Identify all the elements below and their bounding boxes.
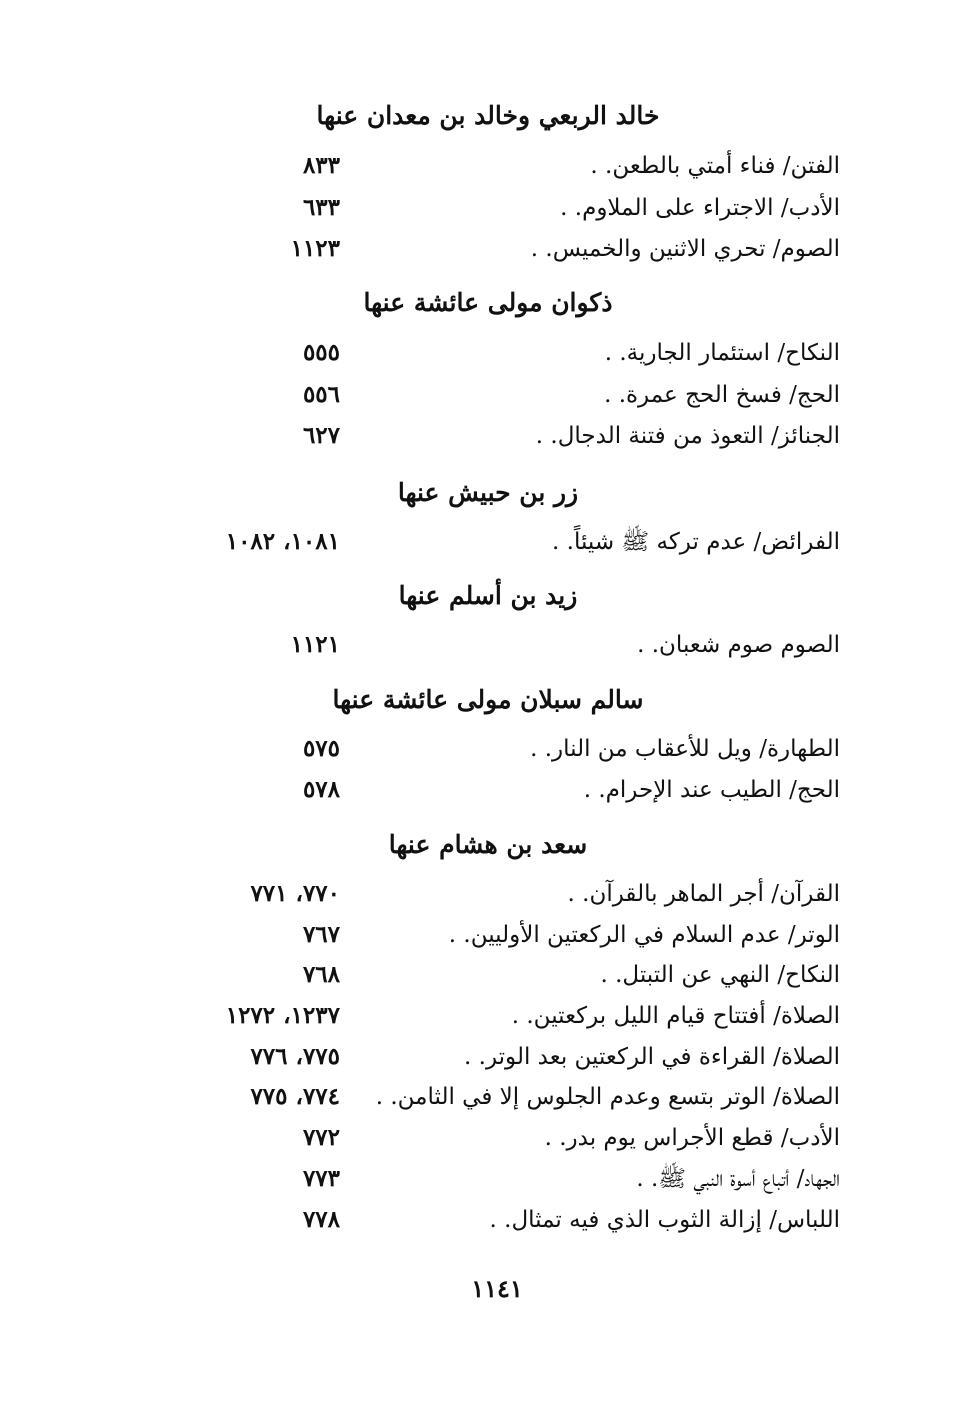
entry-text: الفتن/ فناء أمتي بالطعن. .: [590, 153, 840, 179]
entry-refs: ٧٧٨: [302, 1206, 340, 1233]
list-item: [150, 377, 850, 413]
entry-refs: ١٢٣٧، ١٢٧٢: [225, 1002, 340, 1029]
list-item: [150, 190, 850, 226]
section-title: سعد بن هشام عنها: [388, 830, 588, 859]
entry-text: الطهارة/ ويل للأعقاب من النار. .: [530, 736, 840, 762]
list-item: [150, 231, 850, 267]
entry-text: الوتر/ عدم السلام في الركعتين الأوليين. .: [448, 922, 840, 948]
section-title: زر بن حبيش عنها: [397, 478, 579, 507]
section-title: سالم سبلان مولى عائشة عنها: [332, 685, 644, 714]
entry-text: الأدب/ الاجتراء على الملاوم. .: [560, 195, 840, 221]
entry-text: الجنائز/ التعوذ من فتنة الدجال. .: [535, 423, 840, 449]
entry-refs: ٥٥٥: [302, 339, 340, 366]
entry-refs: ٧٦٨: [302, 961, 340, 988]
section-title: زيد بن أسلم عنها: [398, 581, 578, 610]
entry-refs: ٦٣٣: [302, 194, 340, 221]
list-item: [150, 1039, 850, 1075]
list-item: [150, 335, 850, 371]
entry-text: الفرائض/ عدم تركه ﷺ شيئاً. .: [552, 529, 840, 555]
entry-text: الأدب/ قطع الأجراس يوم بدر. .: [544, 1125, 840, 1151]
entry-refs: ٥٧٨: [302, 776, 340, 803]
entry-refs: ٧٧٤، ٧٧٥: [250, 1083, 340, 1110]
entry-refs: ٥٥٦: [302, 381, 340, 408]
entry-text: القرآن/ أجر الماهر بالقرآن. .: [567, 881, 840, 907]
list-item: [150, 772, 850, 808]
entry-text: الصلاة/ القراءة في الركعتين بعد الوتر. .: [464, 1044, 840, 1070]
entry-text: الصوم/ تحري الاثنين والخميس. .: [530, 236, 840, 262]
page-number: ١١٤١: [471, 1274, 523, 1303]
list-item: [150, 1079, 850, 1115]
list-item: [150, 957, 850, 993]
entry-refs: ١١٢٣: [290, 235, 340, 262]
list-item: [150, 998, 850, 1034]
entry-refs: ١٠٨١، ١٠٨٢: [225, 528, 340, 555]
entry-refs: ٧٧٥، ٧٧٦: [250, 1043, 340, 1070]
list-item: [150, 1161, 850, 1197]
entry-text: النكاح/ النهي عن التبتل. .: [600, 962, 840, 988]
entry-text: الصلاة/ الوتر بتسع وعدم الجلوس إلا في الثامن. .: [375, 1084, 840, 1110]
entry-refs: ٨٣٣: [302, 152, 340, 179]
section-title: خالد الربعي وخالد بن معدان عنها: [316, 101, 660, 130]
entry-text: اللباس/ إزالة الثوب الذي فيه تمثال. .: [489, 1207, 840, 1233]
list-item: [150, 148, 850, 184]
entry-text: الحج/ الطيب عند الإحرام. .: [583, 777, 840, 803]
list-item: [150, 1202, 850, 1238]
entry-refs: ٧٧٣: [302, 1165, 340, 1192]
entry-text: الصلاة/ أفتتاح قيام الليل بركعتين. .: [511, 1003, 840, 1029]
entry-text: الحج/ فسخ الحج عمرة. .: [604, 382, 840, 408]
entry-text: النكاح/ استئمار الجارية. .: [604, 340, 840, 366]
list-item: [150, 731, 850, 767]
entry-refs: ٧٧٢: [302, 1124, 340, 1151]
entry-text: الجهاد/ أتباع أسوة النبي ﷺ. .: [636, 1166, 840, 1192]
list-item: [150, 917, 850, 953]
entry-text: الصوم صوم شعبان. .: [637, 632, 840, 658]
entry-refs: ٧٦٧: [302, 921, 340, 948]
entry-refs: ١١٢١: [290, 631, 340, 658]
list-item: [150, 418, 850, 454]
entry-refs: ٥٧٥: [302, 735, 340, 762]
list-item: [150, 1120, 850, 1156]
list-item: [150, 627, 850, 663]
entry-refs: ٧٧٠، ٧٧١: [250, 880, 340, 907]
list-item: [150, 524, 850, 560]
list-item: [150, 876, 850, 912]
section-title: ذكوان مولى عائشة عنها: [363, 288, 613, 317]
entry-refs: ٦٢٧: [302, 422, 340, 449]
